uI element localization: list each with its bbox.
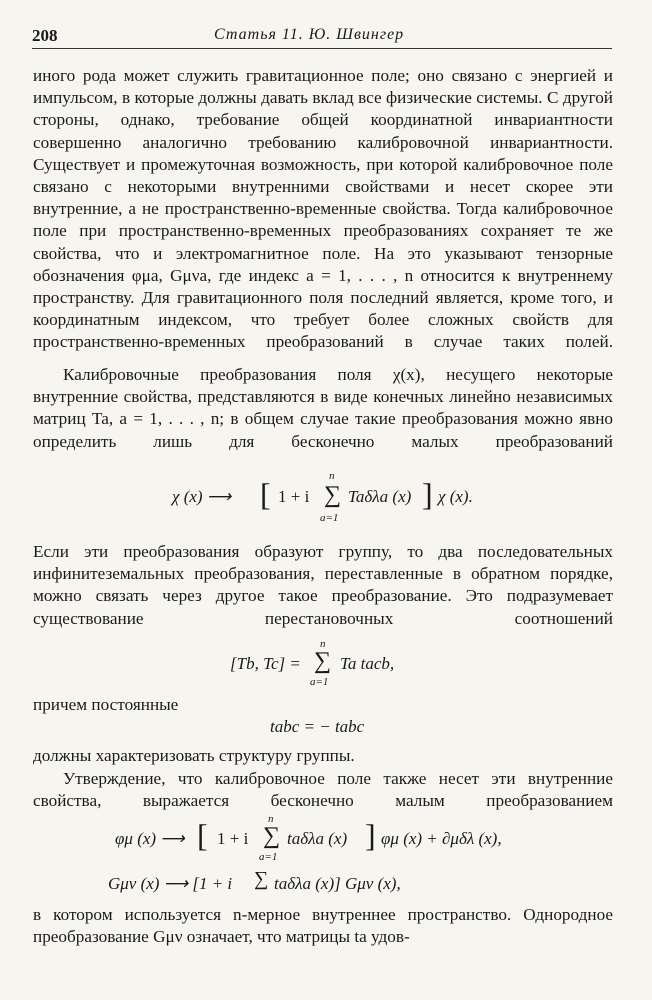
eq5-sum-icon: ∑ (254, 868, 269, 890)
eq2-sum-lower: a=1 (310, 676, 329, 688)
equation-4 (115, 815, 535, 865)
eq1-sum-upper: n (329, 470, 335, 482)
paragraph-6: Утверждение, что калибровочное поле также несет эти внутренние свойства, выражается бесконечно малым преобразованием (33, 769, 613, 811)
eq4-right-bracket: ] (365, 817, 376, 853)
eq2-term: Ta tacb, (340, 654, 395, 673)
paragraph-3: Если эти преобразования образуют группу, то два последовательных инфинитеземальных преобразования, переставленные в обратном порядке, можно связать через другое такое преобразование. Это подразумевает существование перестановочных соотношений (33, 542, 613, 628)
eq2-sum-upper: n (320, 638, 326, 650)
eq1-one-plus-i: 1 + i (278, 487, 310, 506)
running-title: Статья 11. Ю. Швингер (214, 26, 405, 43)
equation-1 (172, 470, 492, 530)
eq5-lhs: Gμν (x) ⟶ [1 + i (108, 874, 233, 893)
equation-2 (230, 638, 430, 688)
eq4-left-bracket: [ (197, 817, 208, 853)
paragraph-1: иного рода может служить гравитационное поле; оно связано с энергией и импульсом, в которые должны давать вклад все физические системы. С другой стороны, однако, требование общей координатной инвариантности совершенно аналогично требованию калибровочной инвариантности. Существует и промежуточная возможность, при которой калибровочное поле связано с некоторыми внутренними свойствами и несет скорее эти внутренние, а не пространственно-временные свойства. Тогда калибровочное поле при пространственно-временных преобразованиях сохраняет те же свойства, что и электромагнитное поле. На это указывают тензорные обозначения φμa, Gμνa, где индекс a = 1, . . . , n относится к внутреннему пространству. Для гравитационного поля последний является, кроме того, и координатным индексом, что требует более сложных свойств для пространственно-временных преобразований в случае таких полей. (33, 66, 613, 352)
eq1-sum-lower: a=1 (320, 512, 339, 524)
eq4-sum-icon: ∑ (263, 823, 281, 849)
eq5-rest: taδλa (x)] Gμν (x), (274, 874, 401, 893)
eq4-sum-upper: n (268, 813, 274, 825)
paragraph-4: причем постоянные (33, 695, 179, 714)
paragraph-2: Калибровочные преобразования поля χ(x), несущего некоторые внутренние свойства, представляются в виде конечных линейно независимых матриц Ta, a = 1, . . . , n; в общем случае такие преобразования можно явно определить лишь для бесконечно малых преобразований (33, 365, 613, 451)
page-number: 208 (32, 26, 58, 45)
eq2-lhs: [Tb, Tc] = (230, 654, 301, 673)
equation-5 (108, 868, 428, 898)
eq4-sum-lower: a=1 (259, 851, 278, 863)
eq2-sum-icon: ∑ (314, 648, 332, 674)
page-header (32, 26, 612, 49)
eq4-one-plus-i: 1 + i (217, 829, 249, 848)
eq4-lhs: φμ (x) ⟶ (115, 829, 185, 848)
eq1-left-bracket: [ (260, 476, 271, 512)
eq1-term: Taδλa (x) (348, 487, 412, 506)
eq1-rhs: χ (x). (438, 487, 473, 506)
eq1-lhs: χ (x) ⟶ (172, 487, 232, 506)
eq4-term: taδλa (x) (287, 829, 348, 848)
eq1-right-bracket: ] (422, 476, 433, 512)
eq4-rhs: φμ (x) + ∂μδλ (x), (381, 829, 502, 848)
paragraph-5: должны характеризовать структуру группы. (33, 746, 355, 765)
paragraph-7: в котором используется n-мерное внутреннее пространство. Однородное преобразование Gμν означает, что матрицы ta удов- (33, 905, 613, 947)
equation-3: tabc = − tabc (270, 717, 365, 736)
eq1-sum-icon: ∑ (324, 482, 342, 508)
